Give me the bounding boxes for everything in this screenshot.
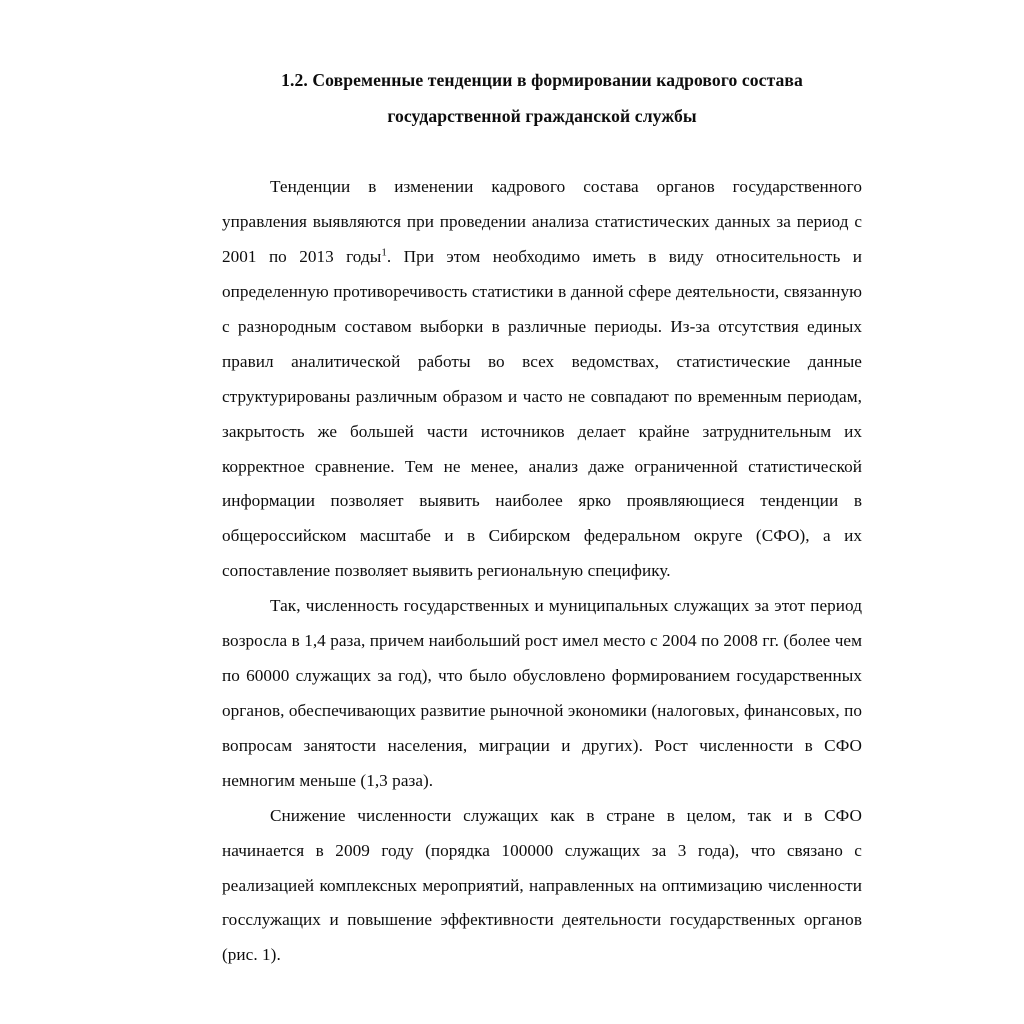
footnote-reference-1[interactable]: 1 [381, 246, 387, 259]
paragraph-tendencies [222, 170, 862, 589]
heading-spacer [222, 140, 862, 170]
heading-line-2: государственной гражданской службы [387, 106, 697, 127]
paragraph-tendencies-text-before-footnote: Тенденции в изменении кадрового состава органов государственного управления выявляются при проведении анализа статистических данных за период с 2001 по 2013 годы [222, 177, 862, 266]
page-title [222, 62, 862, 134]
paragraph-growth: Так, численность государственных и муниципальных служащих за этот период возросла в 1,4 раза, причем наибольший рост имел место с 2004 по 2008 гг. (более чем по 60000 служащих за год), что было обусловлено формированием государственных органов, обеспечивающих развитие рыночной экономики (налоговых, финансовых, по вопросам занятости населения, миграции и других). Рост численности в СФО немногим меньше (1,3 раза). [222, 596, 862, 790]
paragraph-tendencies-text-after-footnote: . При этом необходимо иметь в виду относительность и определенную противоречивость статистики в данной сфере деятельности, связанную с разнородным составом выборки в различные периоды. Из-за отсутствия единых правил аналитической работы во всех ведомствах, статистические данные структурированы различным образом и часто не совпадают по временным периодам, закрытость же большей части источников делает крайне затруднительным их корректное сравнение. Тем не менее, анализ даже ограниченной статистической информации позволяет выявить наиболее ярко проявляющиеся тенденции в общероссийском масштабе и в Сибирском федеральном округе (СФО), а их сопоставление позволяет выявить региональную специфику. [222, 246, 862, 581]
paragraph-decline: Снижение численности служащих как в стране в целом, так и в СФО начинается в 2009 году (порядка 100000 служащих за 3 года), что связано с реализацией комплексных мероприятий, направленных на оптимизацию численности госслужащих и повышение эффективности деятельности государственных органов (рис. 1). [222, 805, 862, 965]
heading-line-1: 1.2. Современные тенденции в формировании кадрового состава [281, 70, 803, 90]
